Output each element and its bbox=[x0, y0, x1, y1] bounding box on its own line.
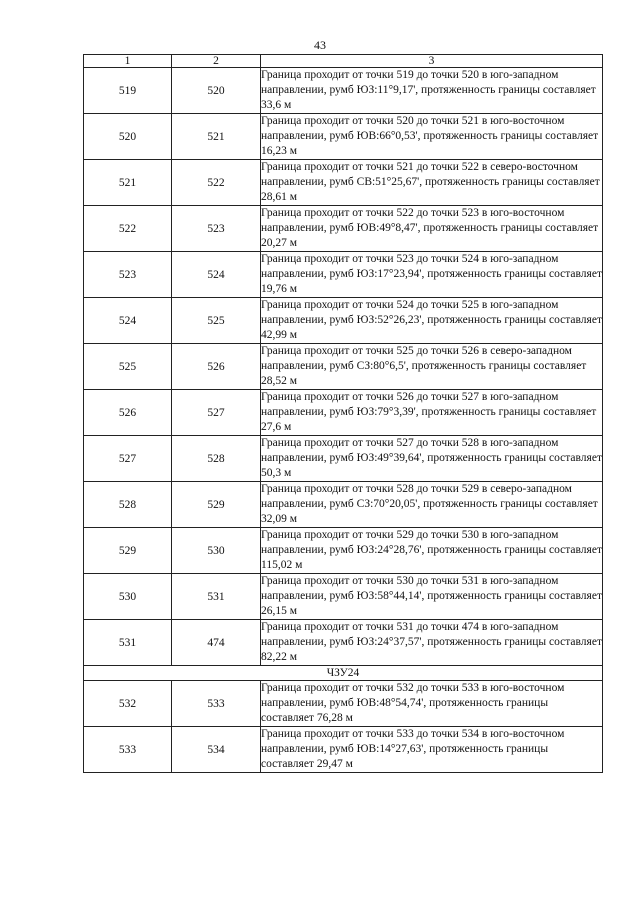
to-point: 531 bbox=[172, 574, 261, 620]
to-point: 521 bbox=[172, 114, 261, 160]
from-point: 528 bbox=[84, 482, 172, 528]
boundary-description: Граница проходит от точки 523 до точки 524 в юго-западном направлении, румб ЮЗ:17°23,94', протяженность границы составляет 19,76 м bbox=[261, 252, 603, 298]
to-point: 474 bbox=[172, 620, 261, 666]
to-point: 526 bbox=[172, 344, 261, 390]
boundary-description: Граница проходит от точки 520 до точки 521 в юго-восточном направлении, румб ЮВ:66°0,53', протяженность границы составляет 16,23 м bbox=[261, 114, 603, 160]
from-point: 530 bbox=[84, 574, 172, 620]
boundary-description: Граница проходит от точки 530 до точки 531 в юго-западном направлении, румб ЮЗ:58°44,14', протяженность границы составляет 26,15 м bbox=[261, 574, 603, 620]
column-header-1: 1 bbox=[84, 55, 172, 68]
table-row bbox=[84, 727, 603, 773]
from-point: 524 bbox=[84, 298, 172, 344]
from-point: 526 bbox=[84, 390, 172, 436]
to-point: 533 bbox=[172, 681, 261, 727]
table-row bbox=[84, 574, 603, 620]
table-row bbox=[84, 436, 603, 482]
to-point: 527 bbox=[172, 390, 261, 436]
table-row bbox=[84, 681, 603, 727]
boundary-description: Граница проходит от точки 521 до точки 522 в северо-восточном направлении, румб СВ:51°25,67', протяженность границы составляет 28,61 м bbox=[261, 160, 603, 206]
to-point: 524 bbox=[172, 252, 261, 298]
column-header-3: 3 bbox=[261, 55, 603, 68]
boundary-description: Граница проходит от точки 533 до точки 534 в юго-восточном направлении, румб ЮВ:14°27,63', протяженность границы составляет 29,47 м bbox=[261, 727, 603, 773]
boundary-description: Граница проходит от точки 527 до точки 528 в юго-западном направлении, румб ЮЗ:49°39,64', протяженность границы составляет 50,3 м bbox=[261, 436, 603, 482]
boundary-description: Граница проходит от точки 526 до точки 527 в юго-западном направлении, румб ЮЗ:79°3,39', протяженность границы составляет 27,6 м bbox=[261, 390, 603, 436]
from-point: 523 bbox=[84, 252, 172, 298]
to-point: 530 bbox=[172, 528, 261, 574]
table-row bbox=[84, 620, 603, 666]
boundary-description: Граница проходит от точки 532 до точки 533 в юго-восточном направлении, румб ЮВ:48°54,74', протяженность границы составляет 76,28 м bbox=[261, 681, 603, 727]
table-row bbox=[84, 298, 603, 344]
from-point: 527 bbox=[84, 436, 172, 482]
table-row bbox=[84, 390, 603, 436]
table-row bbox=[84, 68, 603, 114]
boundary-description: Граница проходит от точки 529 до точки 530 в юго-западном направлении, румб ЮЗ:24°28,76', протяженность границы составляет 115,02 м bbox=[261, 528, 603, 574]
section-row bbox=[84, 666, 603, 681]
from-point: 522 bbox=[84, 206, 172, 252]
boundary-table bbox=[83, 54, 603, 773]
from-point: 532 bbox=[84, 681, 172, 727]
from-point: 531 bbox=[84, 620, 172, 666]
to-point: 522 bbox=[172, 160, 261, 206]
table-row bbox=[84, 528, 603, 574]
from-point: 529 bbox=[84, 528, 172, 574]
to-point: 529 bbox=[172, 482, 261, 528]
to-point: 523 bbox=[172, 206, 261, 252]
boundary-description: Граница проходит от точки 528 до точки 529 в северо-западном направлении, румб СЗ:70°20,05', протяженность границы составляет 32,09 м bbox=[261, 482, 603, 528]
from-point: 525 bbox=[84, 344, 172, 390]
to-point: 520 bbox=[172, 68, 261, 114]
boundary-description: Граница проходит от точки 525 до точки 526 в северо-западном направлении, румб СЗ:80°6,5', протяженность границы составляет 28,52 м bbox=[261, 344, 603, 390]
table-row bbox=[84, 160, 603, 206]
boundary-description: Граница проходит от точки 522 до точки 523 в юго-восточном направлении, румб ЮВ:49°8,47', протяженность границы составляет 20,27 м bbox=[261, 206, 603, 252]
column-header-2: 2 bbox=[172, 55, 261, 68]
table-row bbox=[84, 206, 603, 252]
boundary-description: Граница проходит от точки 524 до точки 525 в юго-западном направлении, румб ЮЗ:52°26,23', протяженность границы составляет 42,99 м bbox=[261, 298, 603, 344]
page-number: 43 bbox=[314, 38, 326, 52]
to-point: 534 bbox=[172, 727, 261, 773]
from-point: 533 bbox=[84, 727, 172, 773]
from-point: 520 bbox=[84, 114, 172, 160]
table-row bbox=[84, 252, 603, 298]
from-point: 519 bbox=[84, 68, 172, 114]
to-point: 528 bbox=[172, 436, 261, 482]
section-label: ЧЗУ24 bbox=[84, 666, 603, 681]
boundary-description: Граница проходит от точки 519 до точки 520 в юго-западном направлении, румб ЮЗ:11°9,17', протяженность границы составляет 33,6 м bbox=[261, 68, 603, 114]
from-point: 521 bbox=[84, 160, 172, 206]
to-point: 525 bbox=[172, 298, 261, 344]
boundary-description: Граница проходит от точки 531 до точки 474 в юго-западном направлении, румб ЮЗ:24°37,57', протяженность границы составляет 82,22 м bbox=[261, 620, 603, 666]
table-row bbox=[84, 482, 603, 528]
header-row bbox=[84, 55, 603, 68]
table-row bbox=[84, 344, 603, 390]
table-row bbox=[84, 114, 603, 160]
